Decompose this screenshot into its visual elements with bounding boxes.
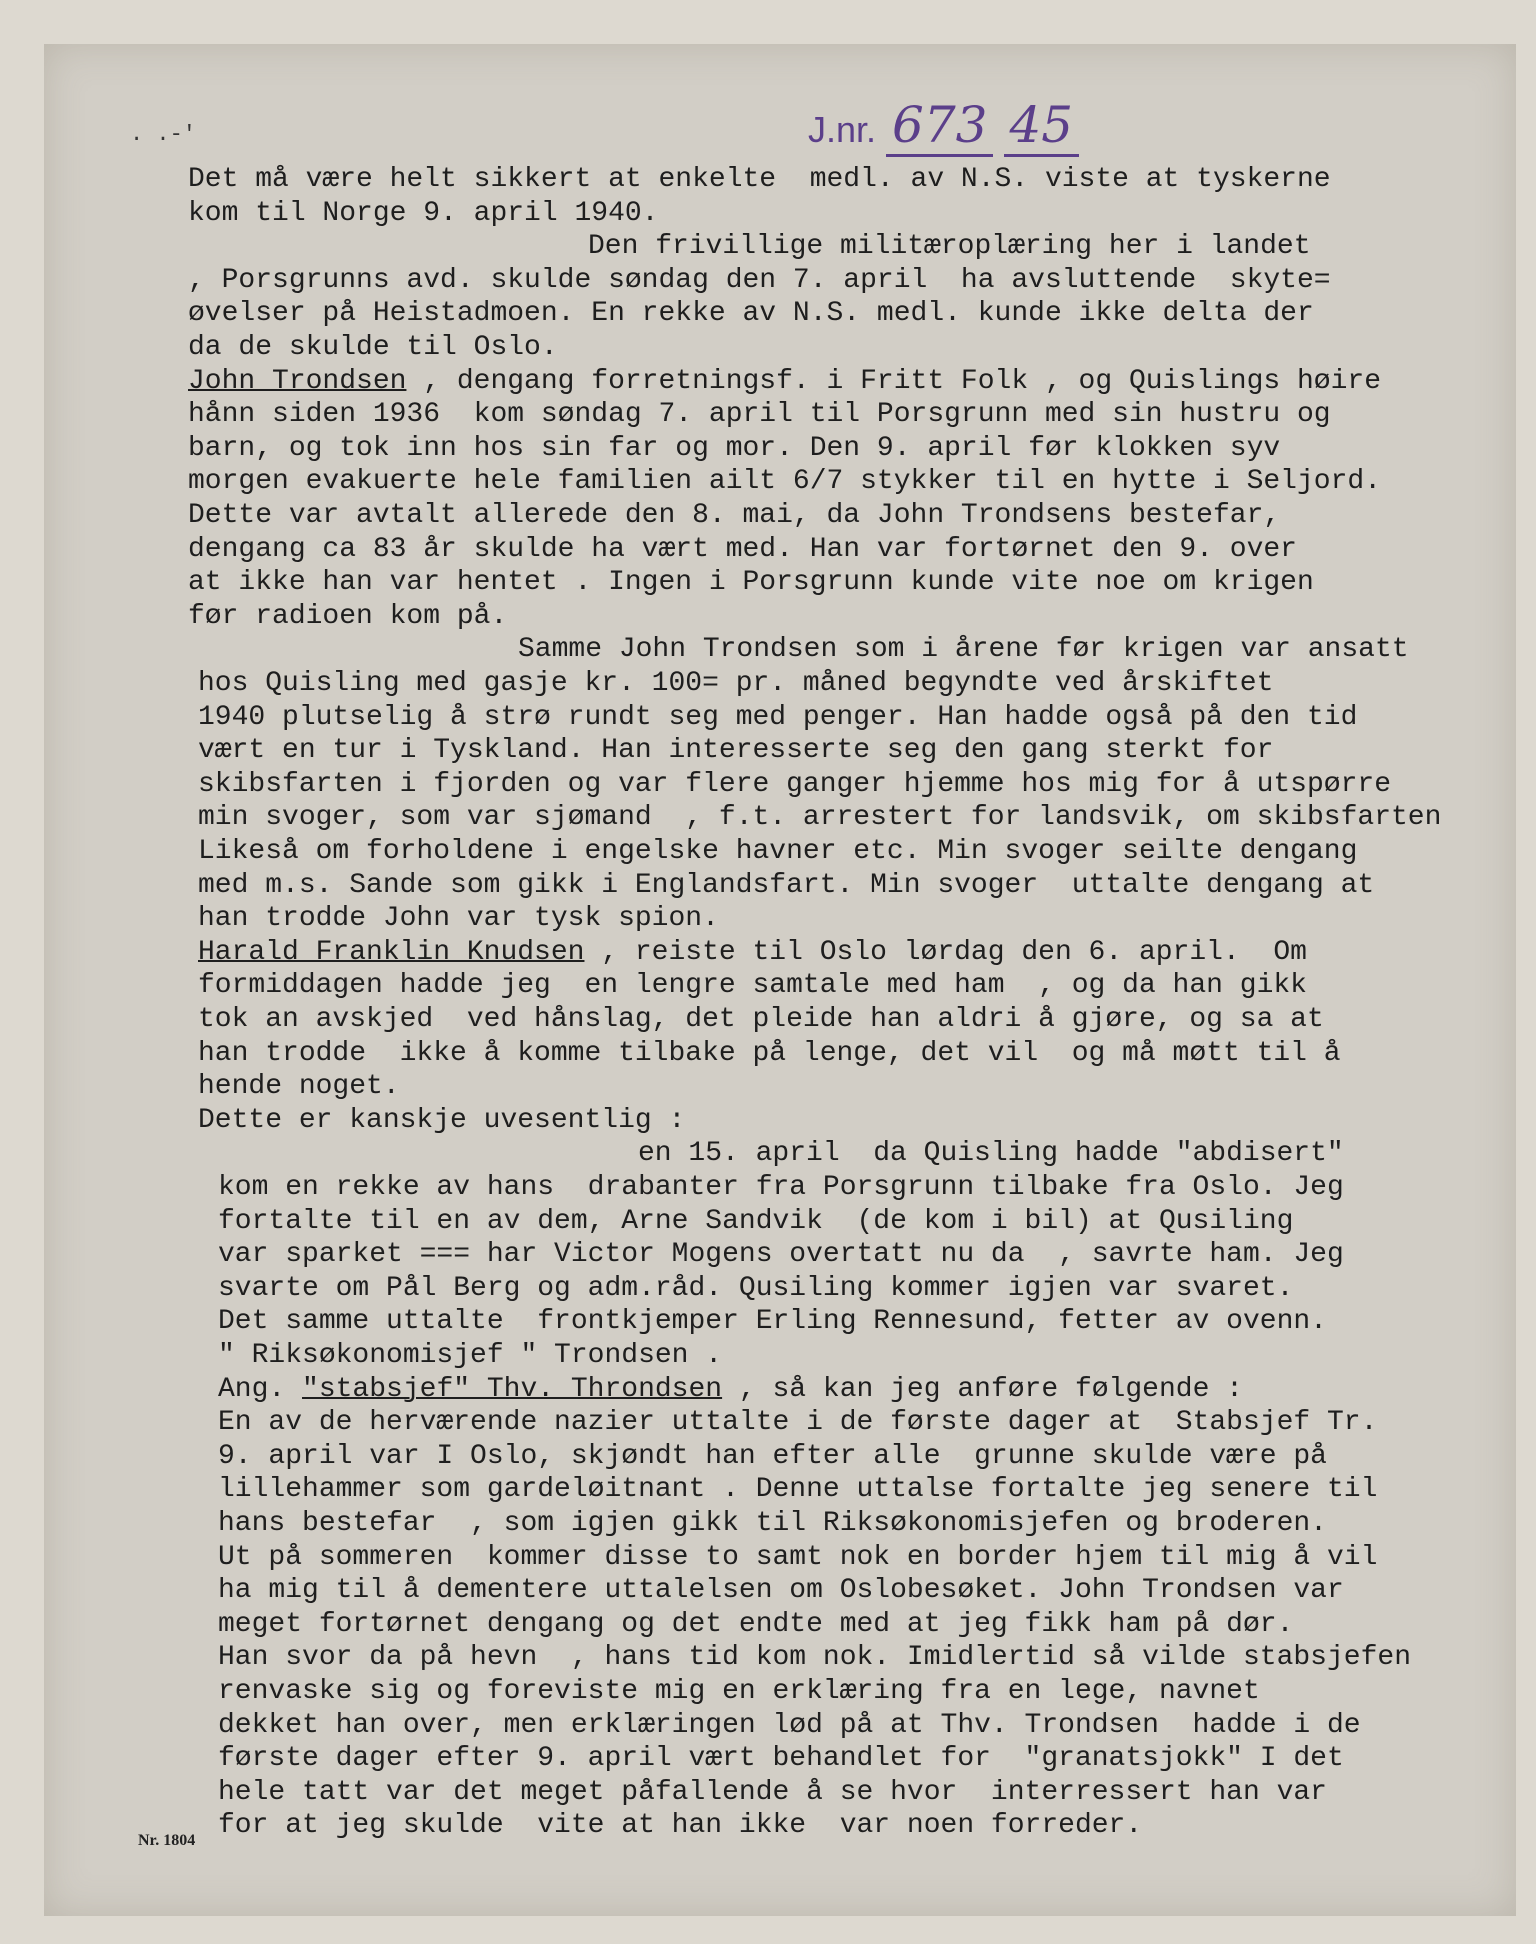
journal-label: J.nr.: [808, 109, 877, 150]
text-line: [188, 332, 558, 364]
text-line: [218, 1340, 722, 1372]
text-line: [198, 836, 1357, 868]
text-line: [218, 1441, 1327, 1473]
text-line: [198, 668, 1273, 700]
text-line: [188, 567, 1314, 599]
text-line: [638, 1138, 1344, 1170]
text-line: [218, 1609, 1293, 1641]
line-text: formiddagen hadde jeg en lengre samtale med ham , og da han gikk: [198, 970, 1307, 1002]
line-text: øvelser på Heistadmoen. En rekke av N.S. medl. kunde ikke delta der: [188, 298, 1314, 330]
line-text: tok an avskjed ved hånslag, det pleide han aldri å gjøre, og sa at: [198, 1004, 1324, 1035]
line-text: Han svor da på hevn , hans tid kom nok. Imidlertid så vilde stabsjefen: [218, 1642, 1411, 1674]
text-line: [198, 970, 1307, 1002]
text-line: [198, 802, 1441, 834]
line-text: vært en tur i Tyskland. Han interesserte seg den gang sterkt for: [198, 735, 1274, 767]
line-text: 9. april var I Oslo, skjøndt han efter alle grunne skulde være på: [218, 1440, 1327, 1472]
text-line: [198, 903, 719, 935]
line-text: Den frivillige militæroplæring her i landet: [588, 231, 1311, 263]
line-text: da de skulde til Oslo.: [188, 332, 558, 363]
text-line: [218, 1743, 1344, 1775]
line-text: hende noget.: [198, 1071, 400, 1103]
text-line: [218, 1306, 1327, 1338]
journal-number: 673: [886, 96, 993, 157]
line-text: lillehammer som gardeløitnant . Denne uttalse fortalte jeg senere til: [218, 1474, 1378, 1506]
text-line: [188, 399, 1331, 431]
line-text: før radioen kom på.: [188, 600, 508, 632]
text-line: [188, 534, 1297, 566]
text-line: [198, 769, 1391, 801]
text-line: [198, 702, 1357, 734]
form-number: Nr. 1804: [138, 1832, 196, 1849]
line-text: Dette var avtalt allerede den 8. mai, da John Trondsens bestefar,: [188, 500, 1281, 531]
line-text: dekket han over, men erklæringen lød på at Thv. Trondsen hadde i de: [218, 1709, 1361, 1741]
line-text: En av de herværende nazier uttalte i de første dager at Stabsjef Tr.: [218, 1407, 1378, 1439]
text-line: [218, 1407, 1377, 1439]
line-text: svarte om Pål Berg og adm.råd. Qusiling kommer igjen var svaret.: [218, 1272, 1294, 1304]
line-text: for at jeg skulde vite at han ikke var noen forreder.: [218, 1810, 1143, 1842]
text-line: [188, 298, 1314, 330]
line-text: var sparket === har Victor Mogens overtatt nu da , savrte ham. Jeg: [218, 1239, 1344, 1271]
underlined-name: "stabsjef" Thv. Throndsen: [302, 1373, 723, 1405]
line-text: en 15. april da Quisling hadde "abdisert": [638, 1138, 1344, 1170]
line-text: Det samme uttalte frontkjemper Erling Rennesund, fetter av ovenn.: [218, 1306, 1327, 1338]
line-text: 1940 plutselig å strø rundt seg med penger. Han hadde også på den tid: [198, 701, 1358, 733]
line-text: hos Quisling med gasje kr. 100= pr. måned begyndte ved årskiftet: [198, 668, 1274, 699]
journal-number-stamp: [808, 96, 1079, 154]
text-line: [198, 1038, 1341, 1070]
line-text: min svoger, som var sjømand , f.t. arrestert for landsvik, om skibsfarten: [198, 802, 1442, 834]
text-line: [198, 870, 1374, 902]
line-text: han trodde John var tysk spion.: [198, 903, 719, 935]
line-text: dengang ca 83 år skulde ha vært med. Han var fortørnet den 9. over: [188, 533, 1297, 565]
line-text: , dengang forretningsf. i Fritt Folk , og Quislings høire: [406, 365, 1381, 397]
line-text: " Riksøkonomisjef " Trondsen .: [218, 1340, 723, 1371]
text-line: [218, 1206, 1293, 1238]
line-text: kom til Norge 9. april 1940.: [188, 197, 659, 229]
pen-mark: . .-': [130, 122, 197, 147]
line-text: Samme John Trondsen som i årene før krigen var ansatt: [518, 634, 1409, 666]
line-lead: Ang.: [218, 1373, 303, 1405]
text-line: [218, 1273, 1293, 1305]
line-lead: Harald Franklin Knudsen: [198, 936, 585, 968]
text-line: [218, 1172, 1344, 1204]
line-text: meget fortørnet dengang og det endte med at jeg fikk ham på dør.: [218, 1608, 1294, 1640]
text-line: [218, 1474, 1377, 1506]
text-line: [518, 634, 1409, 666]
text-line: [218, 1575, 1344, 1607]
line-text: Dette er kanskje uvesentlig :: [198, 1104, 686, 1136]
text-line: [188, 466, 1381, 498]
text-line: [188, 265, 1331, 297]
line-text: fortalte til en av dem, Arne Sandvik (de kom i bil) at Qusiling: [218, 1205, 1294, 1237]
line-text: første dager efter 9. april vært behandlet for "granatsjokk" I det: [218, 1743, 1344, 1775]
line-text: Likeså om forholdene i engelske havner etc. Min svoger seilte dengang: [198, 836, 1358, 867]
text-line: [198, 735, 1273, 767]
line-text: , reiste til Oslo lørdag den 6. april. Om: [584, 936, 1307, 968]
text-line: [218, 1642, 1411, 1674]
text-line: [188, 601, 507, 633]
line-text: at ikke han var hentet . Ingen i Porsgrunn kunde vite noe om krigen: [188, 567, 1314, 599]
text-line: [218, 1542, 1377, 1574]
text-line: [188, 366, 1381, 398]
text-line: [188, 198, 658, 230]
text-line: [218, 1676, 1260, 1708]
text-line: [198, 937, 1307, 969]
text-line: [218, 1239, 1344, 1271]
text-line: [218, 1777, 1327, 1809]
text-line: [198, 1004, 1324, 1036]
text-line: [188, 164, 1331, 196]
text-line: [188, 433, 1280, 465]
line-text: Ut på sommeren kommer disse to samt nok en border hjem til mig å vil: [218, 1541, 1378, 1573]
text-line: [218, 1374, 1243, 1406]
line-text: , så kan jeg anføre følgende :: [722, 1373, 1243, 1405]
line-text: barn, og tok inn hos sin far og mor. Den 9. april før klokken syv: [188, 432, 1281, 464]
line-text: ha mig til å dementere uttalelsen om Oslobesøket. John Trondsen var: [218, 1575, 1344, 1607]
text-line: [588, 231, 1311, 263]
line-text: hånn siden 1936 kom søndag 7. april til Porsgrunn med sin hustru og: [188, 399, 1331, 431]
line-text: kom en rekke av hans drabanter fra Porsgrunn tilbake fra Oslo. Jeg: [218, 1172, 1344, 1203]
line-text: han trodde ikke å komme tilbake på lenge, det vil og må møtt til å: [198, 1037, 1341, 1069]
line-text: renvaske sig og foreviste mig en erklæring fra en lege, navnet: [218, 1676, 1260, 1707]
line-text: hele tatt var det meget påfallende å se hvor interressert han var: [218, 1776, 1327, 1808]
text-line: [218, 1810, 1142, 1842]
line-text: morgen evakuerte hele familien ailt 6/7 stykker til en hytte i Seljord.: [188, 466, 1381, 498]
line-text: , Porsgrunns avd. skulde søndag den 7. april ha avsluttende skyte=: [188, 264, 1331, 296]
line-lead: John Trondsen: [188, 365, 407, 397]
text-line: [218, 1710, 1361, 1742]
text-line: [188, 500, 1280, 532]
text-line: [198, 1071, 400, 1103]
line-text: med m.s. Sande som gikk i Englandsfart. Min svoger uttalte dengang at: [198, 869, 1375, 901]
journal-year: 45: [1004, 96, 1080, 157]
text-line: [198, 1105, 685, 1137]
line-text: skibsfarten i fjorden og var flere ganger hjemme hos mig for å utspørre: [198, 768, 1391, 800]
text-line: [218, 1508, 1327, 1540]
line-text: hans bestefar , som igjen gikk til Riksøkonomisjefen og broderen.: [218, 1508, 1327, 1539]
line-text: Det må være helt sikkert at enkelte medl. av N.S. viste at tyskerne: [188, 164, 1331, 195]
